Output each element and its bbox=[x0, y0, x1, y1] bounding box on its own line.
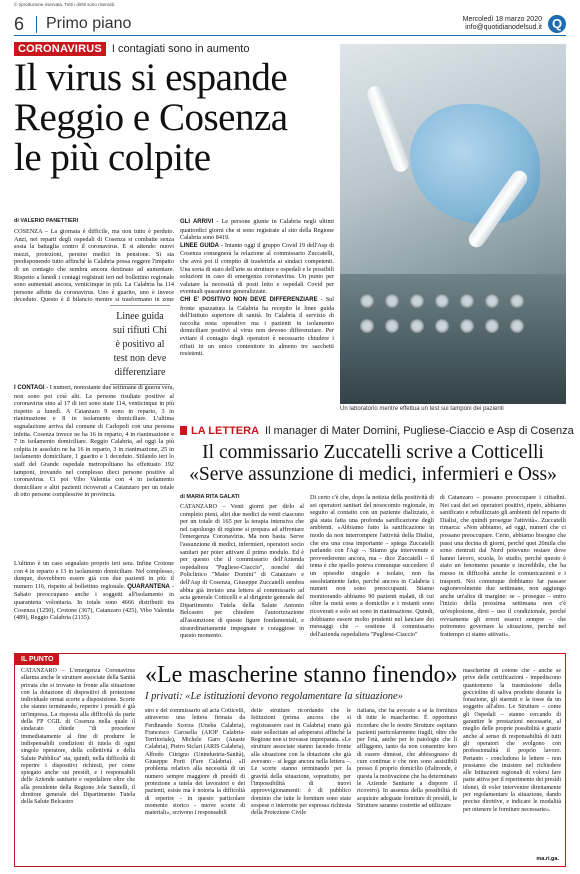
letter-col3: di Catanzaro – possano preoccupare i cittadini. Nei casi dei sei operatori positivi, ripeto, abbiamo sanificato e rebuilizzato gli ambienti del reparto di Dialisi, che quindi prosegue l'attività». Zuccatelli rimarca: «Non abbiamo, ad oggi, numeri che ci possano preoccupare. Certo, abbiamo bisogno che passi una decina di giorni, perché quei 20mila che sono rientrati dal Nord potevano restare dove hanno lavoro, scuola, lo studio, perché questo è stato un fenomeno pesante e incredibile, che ha messo in difficoltà anche le comunicazioni e i trasporti. Noi comunque dobbiamo far passare ragionevolmente due settimane, non aggiungo anche un'altra di margine: se – prosegue – entro l'inizio della prossima settimana non c'è un'esplosione, direi – uso il condizionale, perché ovviamente gli errori esserci sempre – che potremmo governare la situazione, perché nel frattempo ci siamo attivati». bbox=[440, 494, 566, 638]
pull-quote: Linee guida sui rifiuti Chi è positivo al test non deve differenziare bbox=[110, 305, 170, 385]
box-col2: stro e del commissario ad acta Cotticelli, attraverso una lettera firmata da Ferdinando Scorza (Uneba Calabria), Francesco Carosella (AIOP Calabria-Territoriale), Michele Garo (Anaste Calabria), Pietro Siclari (ARIS Calabria), Alfredo Citrigno (Unindustria-Sanità), Giuseppe Porti (Fare Calabria). «Il problema relativo alla necessità di un numero sempre maggiore di presìdi di protezione a tutela dei lavoratori e dei pazienti, esiste ma è notoria la difficoltà di reperire - in questo particolare momento storico - nuove scorte di materiali», scrivono i responsabili bbox=[145, 708, 245, 817]
photo-well bbox=[360, 319, 374, 333]
box-label: IL PUNTO bbox=[15, 654, 59, 665]
lab-photo bbox=[340, 44, 566, 404]
photo-well bbox=[510, 294, 524, 308]
date-text: Mercoledì 18 marzo 2020 bbox=[462, 16, 542, 23]
arrivi-text: - Le persone giunte in Calabria negli ultimi quattordici giorni che si sono registrate al sito della Regione Calabria sono 8419. bbox=[180, 218, 334, 242]
linee-guida-text: - Intanto oggi il gruppo Covid 19 dell'Asp di Cosenza consegnerà la relazione al commissario Zuccatelli, che avrà poi il compito di trasferirla ai sindaci competenti. Una sorta di stato dell'arte su strutture e ospedali e le possibili soluzioni in caso di emergenza coronavirus. Un punto per valutare la necessità di posti letto e ospedali Covid per eventuali quarantene generalizzate. bbox=[180, 241, 334, 296]
photo-well bbox=[435, 294, 449, 308]
photo-well bbox=[435, 319, 449, 333]
letter-byline: di MARIA RITA GALATI bbox=[180, 494, 240, 500]
email-text: info@quotidianodelsud.it bbox=[465, 24, 542, 31]
page-number: 6 bbox=[14, 14, 25, 34]
letter-headline-line: Il commissario Zuccatelli scrive a Cotticelli bbox=[202, 442, 544, 463]
photo-well bbox=[410, 319, 424, 333]
kicker-tag: CORONAVIRUS bbox=[14, 42, 106, 56]
main-col1-cont bbox=[14, 302, 106, 382]
box-col4: italiana, che ha avocato a sé la fornitura di tutte le mascherine. È opportuno ricordare che le nostre Strutture ospitano pazienti particolarmente fragili, oltre che per l'età, anche per le patologie che li affliggono, tanto da non consentire loro di essere dimessi, che abbisognano di cure continue e che non sono assistibili presso il proprio domicilio (d'altronde, è questa la motivazione che ha determinato le Aziende Sanitarie a disporre il ricovero). In assenza della possibilità di acquisire adeguate forniture di presìdi, le Strutture saranno costrette ad utilizzare bbox=[357, 708, 457, 809]
photo-well bbox=[460, 319, 474, 333]
kicker-subtitle: I contagiati sono in aumento bbox=[111, 43, 250, 55]
main-byline: di VALERIO PANETTIERI bbox=[14, 218, 79, 224]
box-col1: CATANZARO – L'emergenza Coronavirus allarma anche le strutture associate della Sanità privata che si trovano in fronte alla situazione con la dotazione di dispositivi di protezione individuale ormai scorte a disposizione. Scorte che stanno terminando, reperire i presìdi è già un'impresa. La risposta alla difficoltà da parte della FP CGIL di Cosenza nella quale il sindacato chiede "di procedere immediatamente al fine di produrre le indispensabili condizioni di tutela di ogni singolo operatore, della collettività e della Salute Pubblica" sta, quindi, nella difficoltà di reperire i dispositivi richiesti, per come spiegato anche sui presìdi, e i responsabili delle Aziende sanitarie e ospedaliere oltre che alla presidente della Regione Jole Santelli, il direttore generale del Dipartimento Tutela della Salute Belcastro bbox=[21, 668, 135, 806]
linee-guida-label: LINEE GUIDA bbox=[180, 242, 220, 249]
photo-well bbox=[460, 294, 474, 308]
main-headline bbox=[14, 58, 334, 178]
contagi-text: - I numeri, nonostante due settimane di guerra vera, non sono poi così alti. Le persone risultate positive al coronavirus sino al 17 di ieri sono state 114, venticinque in più rispetto a lunedì. A Catanzaro 9 sono in reparto, 3 in rianimazione e 8 in isolamento domiciliare. L'ultima segnalazione arriva dal comune di Carlopoli con una persona infetta. Cosenza invece ne ha 16 in reparto, 4 in rianimazione e 7 in isolamento domiciliare. Reggio Calabria, ad oggi la più colpita in assoluto ne ha 16 in reparto, 3 in rianimazione, 25 in isolamento domiciliare, 1 guarito e 1 deceduto. Stilando ieri lo staff del Grande ospedale metropolitano ha effettuato 192 tamponi, trovando nel complesso dieci persone positive al coronavirus. Ci poi Vibo Valentia con 4 in isolamento domiciliare e altri pazienti ricoverati a Catanzaro per un totale di otto persone complessive in provincia. bbox=[14, 384, 174, 499]
photo-well bbox=[385, 294, 399, 308]
main-col1-text: COSENZA – La giornata è difficile, ma non tutto è perduto. Anzi, nei reparti degli ospedali di Cosenza si combatte senza sosta la battaglia contro il coronavirus. E si attende: nuovi mezzi, protezioni, persino medici in pensione. Si sta predisponendo tutto affinché la Calabria possa reggere l'impatto di un contagio che sembra ancora destinato ad aumentare. Rispetto a lunedì i contagi registrati ieri nel bollettino regionale sono aumentati ancora, venticinque in più. La Calabria ha 114 persone affette da coronavirus. Uno è guarito, uno è invece deceduto. Questo è il bilancio mentre si trasformano in zone bbox=[14, 228, 174, 302]
photo-well bbox=[485, 294, 499, 308]
photo-well bbox=[360, 294, 374, 308]
photo-tube-shape bbox=[365, 84, 411, 174]
box-col3: delle strutture ricordando che le Istituzioni (prima ancora che si registrassero casi in Calabria) erano già state sollecitate ad adoperarsi affinché la Regione non si trovasse impreparata. «Le strutture associate stanno facendo fronte alla situazione con la dotazione che già avevano – si legge ancora nella lettera –. Le scorte stanno terminando per la gravità della situazione, soprattutto, per l'impossibilità di nuovi approvvigionamenti: è di pubblico dominio che tutte le forniture sono state sospese o interrotte per espressa richiesta della Protezione Civile bbox=[251, 708, 351, 817]
box-signature: ma.ri.ga. bbox=[536, 856, 559, 862]
box-title: «Le mascherine stanno finendo» bbox=[145, 662, 458, 688]
letter-kicker bbox=[180, 425, 574, 437]
main-col2 bbox=[180, 218, 334, 416]
col2-text: L'ultimo è un caso segnalato proprio ieri sera. Infine Crotone con 4 in reparto e 13 in isolamento domiciliare. Nel complesso, dunque, dovrebbero essere già con due pazienti in più: il numero 116, rispetto al bollettino regionale. bbox=[14, 560, 174, 590]
letter-kicker-subtitle: Il manager di Mater Domini, Pugliese-Ciaccio e Asp di Cosenza bbox=[265, 425, 574, 437]
page-header bbox=[14, 12, 566, 36]
letter-headline-line: «Serve assunzione di medici, infermieri e Oss» bbox=[189, 464, 557, 485]
headline-line: Il virus si espande bbox=[14, 56, 288, 99]
issue-date bbox=[463, 16, 542, 32]
box-subtitle: I privati: «Le istituzioni devono regolamentare la situazione» bbox=[145, 691, 403, 702]
main-kicker bbox=[14, 42, 249, 56]
photo-well bbox=[410, 294, 424, 308]
headline-line: le più colpite bbox=[14, 136, 211, 179]
main-col1-bottom bbox=[14, 560, 174, 648]
quarantena-text: - Sabato preoccupano anche i soggetti all'isolamento in quarantena volontaria. In totale sono 4666 distribuiti tra Cosenza (1250), Crotone (367), Catanzaro (425), Vibo Valentia (489), Reggio Calabria (2135). bbox=[14, 582, 174, 622]
letter-col1: CATANZARO – Venti giorni per dirlo al completo pieni, altri due medici da venti ciascuno per un totale di 165 per la terapia intensiva che nel capoluogo di regione si prepara ad affrontare l'emergenza Coronavirus. Ma non basta. Serve l'assunzione di medici, infermieri, operatori socio sanitari per poter attivare il primo modulo. Ed è per questo che il commissario dell'Azienda ospedaliera "Pugliese-Ciaccio", nonché del Policlinico "Mater Domini" di Catanzaro e dell'Asp di Cosenza, Giuseppe Zuccatelli sembra abbia già inviato una lettera al commissario ad acta generale Cotticelli e al dirigente generale del Dipartimento Tutela della Salute Antonio Belcastro per chiedere l'autorizzazione all'assunzione di queste figure fondamentali, e straordinariamente impegnate e coraggiose in questo momento. bbox=[180, 503, 304, 640]
section-title: Primo piano bbox=[46, 15, 132, 32]
photo-tray-shape bbox=[340, 274, 566, 404]
photo-well bbox=[510, 319, 524, 333]
arrivi-label: GLI ARRIVI bbox=[180, 219, 214, 225]
photo-glove-shape bbox=[410, 104, 540, 224]
letter-col2: Di certo c'è che, dopo la notizia della positività di sei operatori sanitari del nosocomio regionale, in seguito al contatto con un paziente dializzato, è già stata fatta una profonda sanificazione degli ambienti. «Abbiamo fatto la sanificazione in modo da non interrompere l'attività della Dialisi, che era una cosa importante – spiega Zuccatelli parlando con l'Agi –. Stiamo gia intervenute e provvederemo ancora, ma – dice Zuccatelli – il tema è che quello poteva comunque succedere: il un episodio singolo e isolato, non ha assolutamente fatto, perché ancora in Calabria i numeri non sono preoccupanti. Stiamo monitorando abbiamo 90 pazienti malati, di cui oltre la metà sono a domicilio e i restanti sono ricoverati e solo sei sono in rianimazione. Quindi, dobbiamo essere molto prudenti nel lanciare dei messaggi che – sostiene il commissario dell'azienda ospedaliera "Pugliese-Ciaccio" bbox=[310, 494, 434, 638]
sidebar-box bbox=[14, 653, 566, 867]
letter-headline bbox=[180, 442, 566, 486]
headline-line: Reggio e Cosenza bbox=[14, 96, 288, 139]
newspaper-logo-icon: Q bbox=[548, 15, 566, 33]
copyright-note: © riproduzione riservata. Tutti i diritti sono riservati. bbox=[14, 2, 116, 7]
quarantena-label: QUARANTENA bbox=[127, 583, 170, 590]
photo-well bbox=[485, 319, 499, 333]
positivo-text: - Sul fronte spazzatura la Calabria ha recepito le linee guida dell'Istituto superiore di sanità. In Calabria il servizio di raccolta resta operativo ma i pazienti in isolamento domiciliare positivi al virus non devono differenziare. Per evitare il contagio degli operatori è necessario chiudere i rifiuti in un unico contenitore in almeno tre sacchetti resistenti. bbox=[180, 295, 334, 358]
positivo-label: CHI E' POSITIVO NON DEVE DIFFERENZIARE bbox=[180, 296, 318, 303]
letter-kicker-tag: LA LETTERA bbox=[180, 425, 259, 437]
photo-well bbox=[385, 319, 399, 333]
header-divider bbox=[36, 16, 37, 33]
box-col5: mascherine di cotone che - anche se prive delle certificazioni - impediscono quantomeno la trasmissione della goccioline di saliva prodotte durante la fonazione, gli starnuti e la tosse da un soggetto all'altro. Le Strutture – come gli Ospedali – stanno cercando di garantire le prestazioni necessarie, al meglio delle proprie possibilità e grazie anche al senso di responsabilità di tutti gli operatori che svolgono con professionalità il proprio lavoro. Pertanto - concludono le lettere - non possiamo che insistere nel richiedere alle Istituzioni regionali di volersi fare parte attiva per il reperimento dei presìdi idonei, di voler intervenire direttamente per regolamentare la situazione, dando precise direttive, e indicare le modalità per ottenere le forniture necessarie». bbox=[463, 668, 561, 813]
contagi-label: I CONTAGI bbox=[14, 385, 45, 391]
photo-caption: Un laboratorio mentre effettua un test sui tamponi dei pazienti bbox=[340, 406, 504, 412]
